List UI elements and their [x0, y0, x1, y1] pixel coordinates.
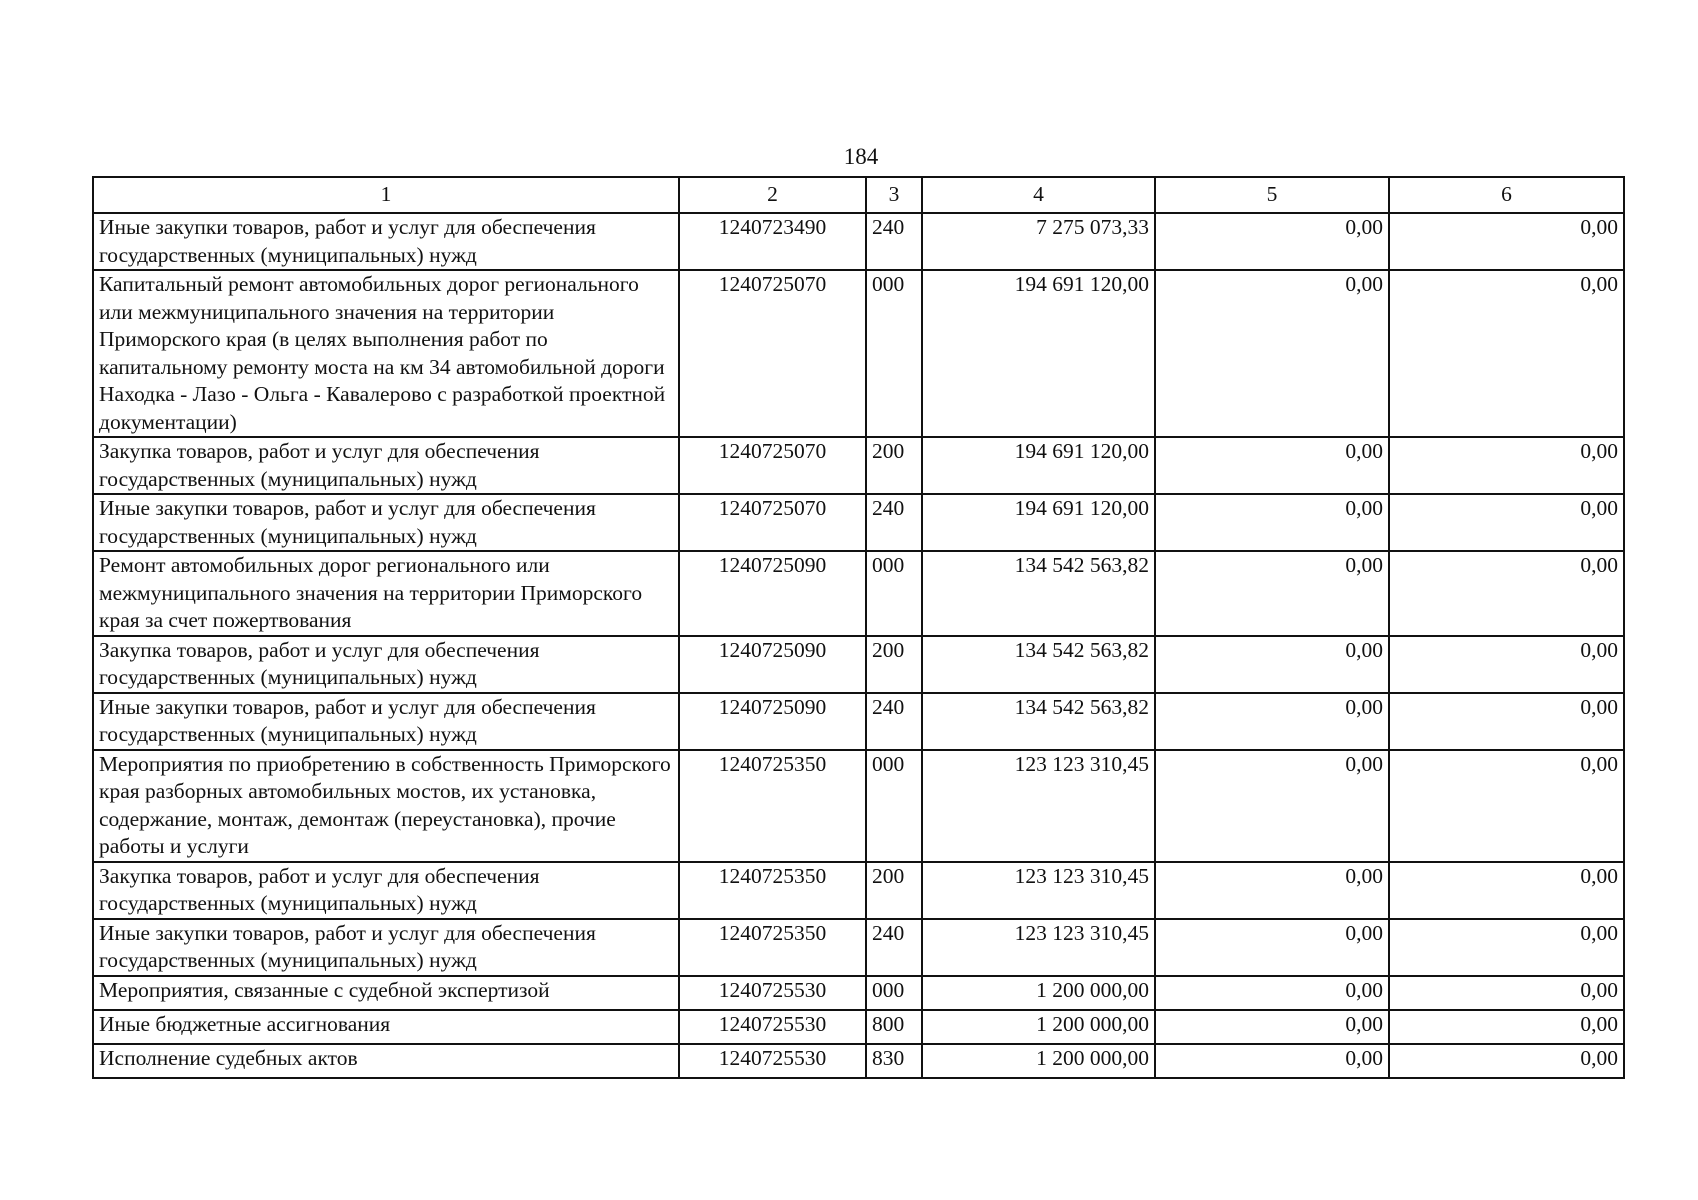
row-name: Капитальный ремонт автомобильных дорог регионального или межмуниципального значения на территории Приморского края (в целях выполнения работ по капитальному ремонту моста на км 34 автомобильной дороги Находка - Лазо - Ольга - Кавалерово с разработкой проектной документации) [93, 270, 679, 437]
row-amount-col6: 0,00 [1389, 1044, 1624, 1078]
row-amount-col4: 134 542 563,82 [922, 636, 1155, 693]
row-amount-col5: 0,00 [1155, 862, 1389, 919]
row-type: 240 [866, 494, 922, 551]
row-amount-col6: 0,00 [1389, 1010, 1624, 1044]
row-type: 200 [866, 862, 922, 919]
row-amount-col6: 0,00 [1389, 270, 1624, 437]
row-name: Закупка товаров, работ и услуг для обеспечения государственных (муниципальных) нужд [93, 636, 679, 693]
header-col-4: 4 [922, 177, 1155, 213]
header-col-1: 1 [93, 177, 679, 213]
header-col-2: 2 [679, 177, 866, 213]
row-amount-col4: 194 691 120,00 [922, 437, 1155, 494]
row-name: Мероприятия по приобретению в собственность Приморского края разборных автомобильных мостов, их установка, содержание, монтаж, демонтаж (переустановка), прочие работы и услуги [93, 750, 679, 862]
header-col-3: 3 [866, 177, 922, 213]
row-type: 000 [866, 551, 922, 636]
row-type: 200 [866, 437, 922, 494]
table-row [93, 1010, 1624, 1044]
page-number: 184 [843, 144, 879, 169]
table-row [93, 693, 1624, 750]
row-type: 000 [866, 750, 922, 862]
row-code: 1240725530 [679, 1010, 866, 1044]
row-type: 000 [866, 976, 922, 1010]
table-row [93, 750, 1624, 862]
row-amount-col6: 0,00 [1389, 636, 1624, 693]
table-row [93, 270, 1624, 437]
table-row [93, 1044, 1624, 1078]
row-name: Исполнение судебных актов [93, 1044, 679, 1078]
table-row [93, 919, 1624, 976]
row-type: 830 [866, 1044, 922, 1078]
row-name: Иные закупки товаров, работ и услуг для обеспечения государственных (муниципальных) нужд [93, 213, 679, 270]
row-type: 800 [866, 1010, 922, 1044]
row-amount-col4: 7 275 073,33 [922, 213, 1155, 270]
row-name: Мероприятия, связанные с судебной экспертизой [93, 976, 679, 1010]
row-amount-col5: 0,00 [1155, 693, 1389, 750]
row-type: 240 [866, 213, 922, 270]
table-row [93, 213, 1624, 270]
row-code: 1240725350 [679, 862, 866, 919]
row-amount-col5: 0,00 [1155, 919, 1389, 976]
row-code: 1240725090 [679, 693, 866, 750]
row-amount-col5: 0,00 [1155, 750, 1389, 862]
row-amount-col6: 0,00 [1389, 919, 1624, 976]
table-row [93, 976, 1624, 1010]
table-row [93, 437, 1624, 494]
row-code: 1240725350 [679, 750, 866, 862]
row-code: 1240723490 [679, 213, 866, 270]
row-amount-col5: 0,00 [1155, 1044, 1389, 1078]
row-amount-col4: 134 542 563,82 [922, 551, 1155, 636]
table-row [93, 862, 1624, 919]
row-amount-col4: 1 200 000,00 [922, 1044, 1155, 1078]
row-amount-col6: 0,00 [1389, 862, 1624, 919]
row-name: Закупка товаров, работ и услуг для обеспечения государственных (муниципальных) нужд [93, 437, 679, 494]
row-code: 1240725070 [679, 270, 866, 437]
budget-table [92, 176, 1625, 1079]
row-type: 000 [866, 270, 922, 437]
row-amount-col4: 123 123 310,45 [922, 750, 1155, 862]
row-code: 1240725090 [679, 551, 866, 636]
row-amount-col6: 0,00 [1389, 494, 1624, 551]
row-code: 1240725530 [679, 976, 866, 1010]
row-name: Иные закупки товаров, работ и услуг для обеспечения государственных (муниципальных) нужд [93, 494, 679, 551]
row-code: 1240725530 [679, 1044, 866, 1078]
header-row [93, 177, 1624, 213]
row-type: 240 [866, 919, 922, 976]
row-type: 240 [866, 693, 922, 750]
row-code: 1240725070 [679, 437, 866, 494]
row-name: Ремонт автомобильных дорог регионального или межмуниципального значения на территории Приморского края за счет пожертвования [93, 551, 679, 636]
row-amount-col6: 0,00 [1389, 976, 1624, 1010]
row-amount-col5: 0,00 [1155, 270, 1389, 437]
row-amount-col5: 0,00 [1155, 494, 1389, 551]
row-amount-col6: 0,00 [1389, 693, 1624, 750]
row-amount-col6: 0,00 [1389, 551, 1624, 636]
row-amount-col5: 0,00 [1155, 636, 1389, 693]
row-amount-col5: 0,00 [1155, 437, 1389, 494]
row-amount-col4: 123 123 310,45 [922, 862, 1155, 919]
row-name: Иные бюджетные ассигнования [93, 1010, 679, 1044]
row-amount-col6: 0,00 [1389, 213, 1624, 270]
row-amount-col4: 1 200 000,00 [922, 1010, 1155, 1044]
row-amount-col4: 1 200 000,00 [922, 976, 1155, 1010]
row-type: 200 [866, 636, 922, 693]
row-name: Иные закупки товаров, работ и услуг для обеспечения государственных (муниципальных) нужд [93, 919, 679, 976]
row-name: Иные закупки товаров, работ и услуг для обеспечения государственных (муниципальных) нужд [93, 693, 679, 750]
row-code: 1240725070 [679, 494, 866, 551]
row-amount-col6: 0,00 [1389, 750, 1624, 862]
row-amount-col5: 0,00 [1155, 1010, 1389, 1044]
row-amount-col4: 194 691 120,00 [922, 270, 1155, 437]
table-row [93, 551, 1624, 636]
row-amount-col5: 0,00 [1155, 213, 1389, 270]
row-amount-col5: 0,00 [1155, 976, 1389, 1010]
row-amount-col4: 194 691 120,00 [922, 494, 1155, 551]
row-amount-col4: 134 542 563,82 [922, 693, 1155, 750]
row-code: 1240725350 [679, 919, 866, 976]
table-row [93, 636, 1624, 693]
row-code: 1240725090 [679, 636, 866, 693]
row-amount-col5: 0,00 [1155, 551, 1389, 636]
header-col-5: 5 [1155, 177, 1389, 213]
header-col-6: 6 [1389, 177, 1624, 213]
row-name: Закупка товаров, работ и услуг для обеспечения государственных (муниципальных) нужд [93, 862, 679, 919]
table-row [93, 494, 1624, 551]
row-amount-col4: 123 123 310,45 [922, 919, 1155, 976]
row-amount-col6: 0,00 [1389, 437, 1624, 494]
